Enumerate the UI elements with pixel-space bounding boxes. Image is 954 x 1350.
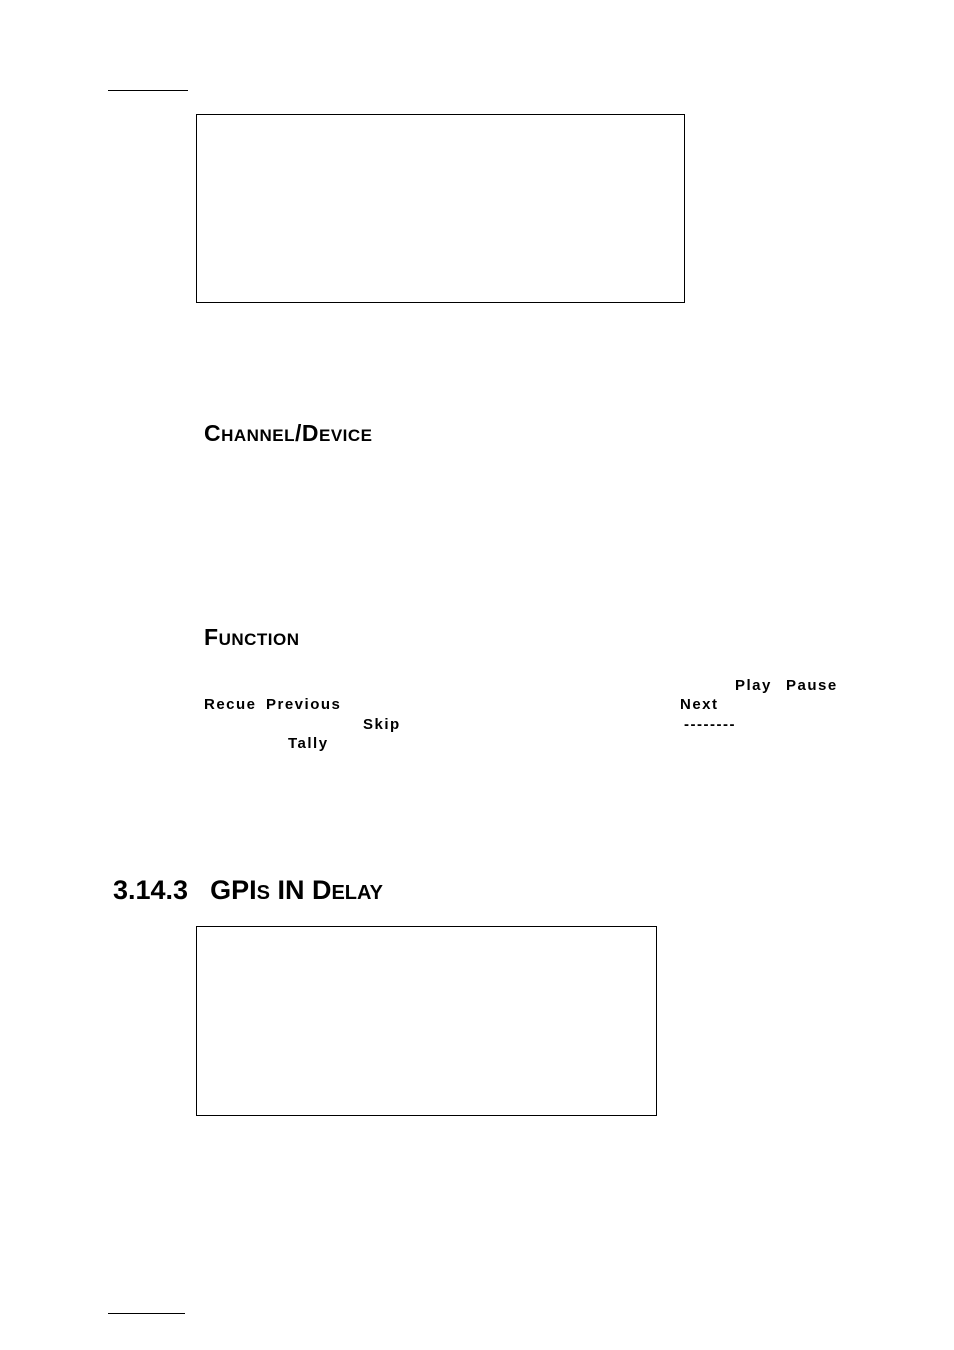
function-heading: FUNCTION	[204, 624, 300, 650]
keyword-previous: Previous	[266, 696, 342, 713]
screenshot-frame-top	[196, 114, 685, 303]
section-heading-gpis-in-delay: 3.14.3 GPIS IN DELAY	[113, 875, 383, 905]
keyword-tally: Tally	[288, 735, 329, 752]
keyword-pause: Pause	[786, 677, 838, 694]
header-rule	[108, 90, 188, 91]
keyword-play: Play	[735, 677, 772, 694]
footer-rule	[108, 1313, 185, 1314]
keyword-recue: Recue	[204, 696, 257, 713]
keyword-skip: Skip	[363, 716, 401, 733]
channel-device-heading: CHANNEL/DEVICE	[204, 420, 373, 446]
keyword-dashes: --------	[684, 716, 736, 733]
keyword-next: Next	[680, 696, 719, 713]
section-number: 3.14.3	[113, 875, 189, 905]
screenshot-frame-bottom	[196, 926, 657, 1116]
